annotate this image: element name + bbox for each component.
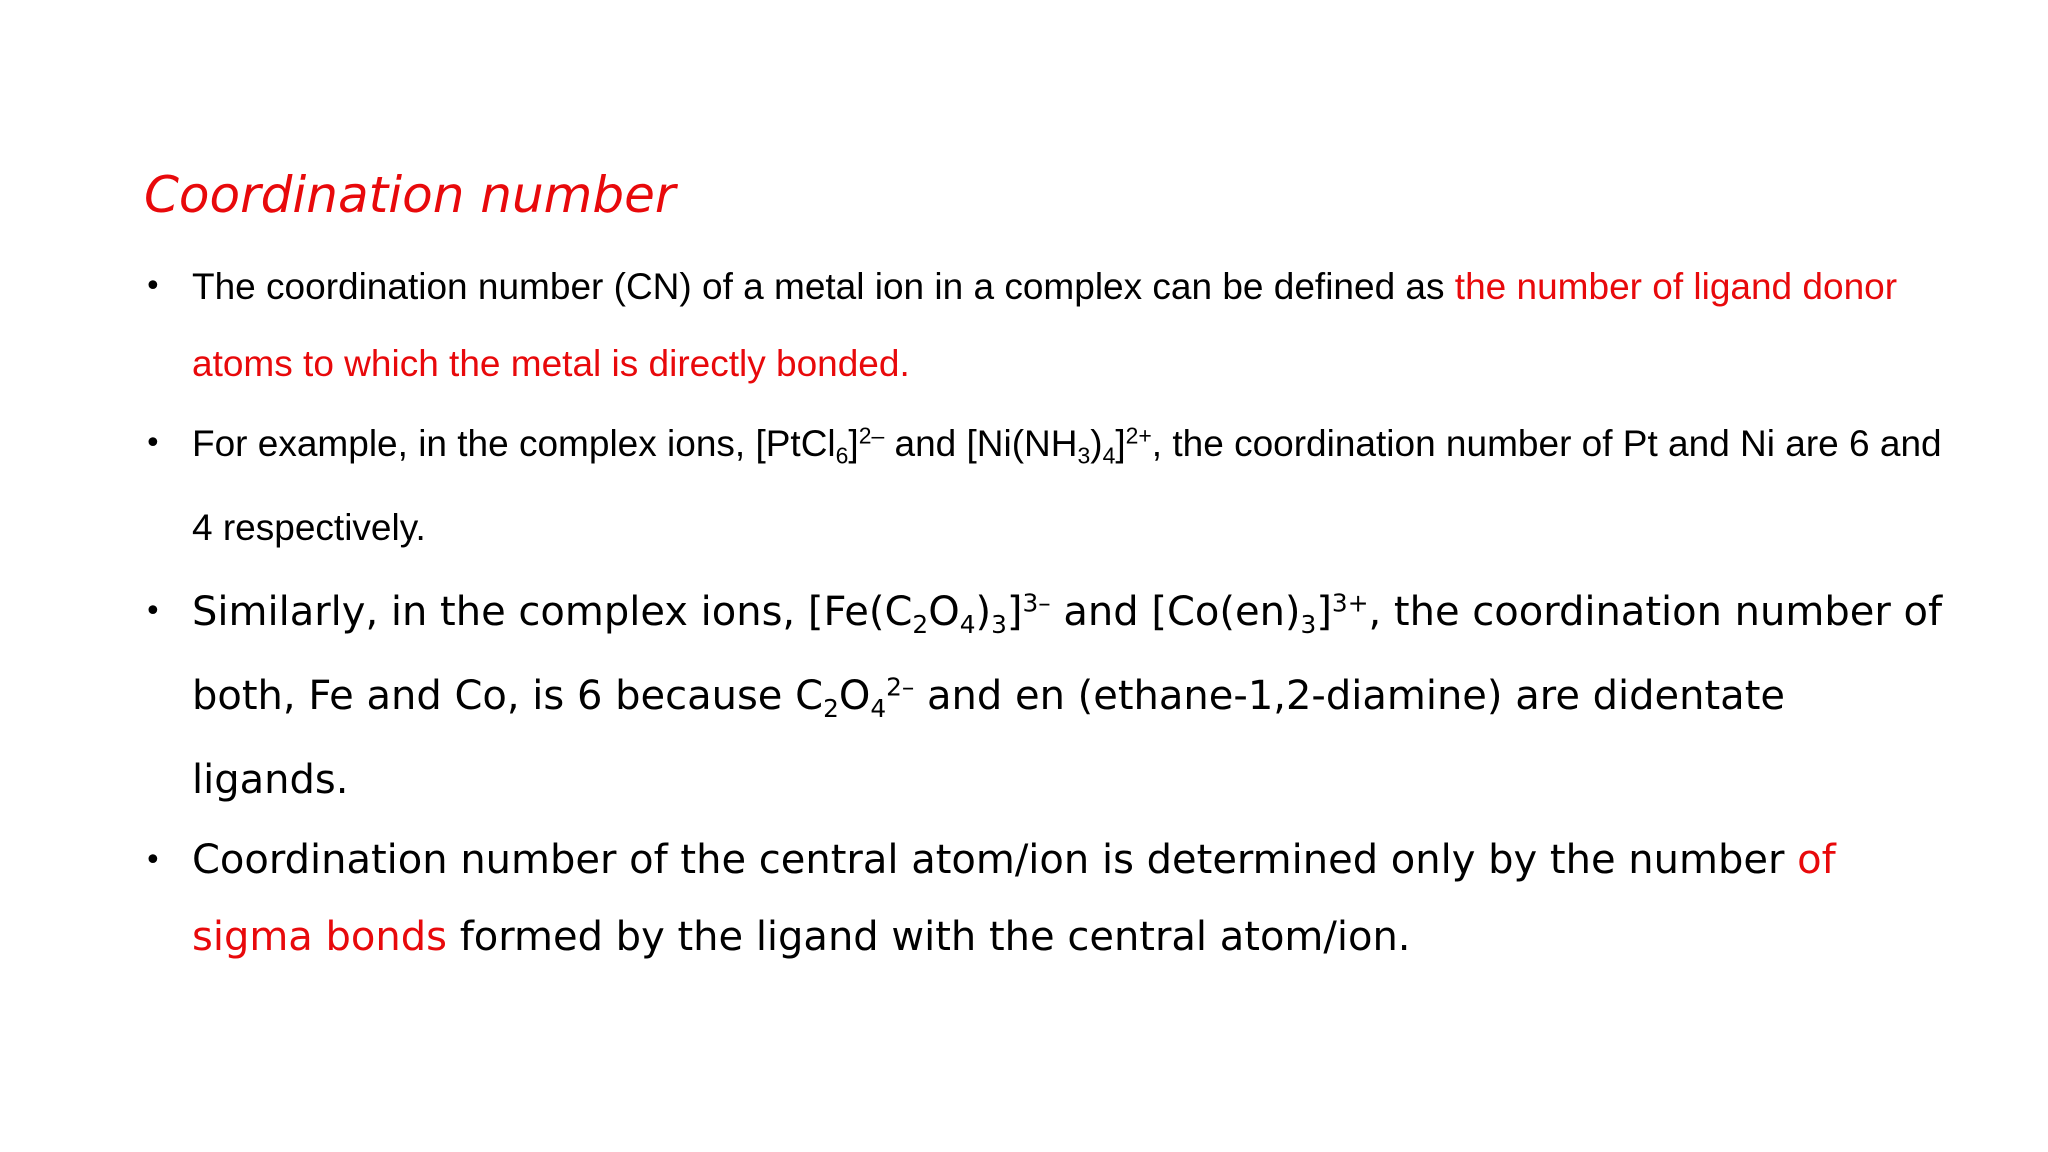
bullet-dot-icon: • [144,426,162,461]
superscript: 2+ [1125,422,1152,449]
subscript: 4 [870,693,887,723]
subscript: 3 [1077,442,1091,469]
bullet-text: ) [1090,423,1103,464]
subscript: 4 [1102,442,1116,469]
bullet-text: Coordination number of the central atom/ion is determined only by the number [192,837,1798,883]
bullet-highlight: the number of ligand donor atoms to which the metal is directly bonded. [192,266,1898,384]
subscript: 2 [912,609,929,639]
bullet-text: and en (ethane-1,2-diamine) are didentate ligands. [192,673,1785,803]
slide-title: Coordination number [144,166,676,224]
superscript: 2– [858,422,885,449]
bullet-text: ) [975,589,992,635]
bullet-item-sigma-bonds [144,822,1924,976]
subscript: 4 [959,609,976,639]
bullet-text: , the coordination number of Pt and Ni are 6 and 4 respectively. [192,423,1942,548]
bullet-item-example [144,402,1944,570]
bullet-text: ] [1316,589,1332,635]
bullet-text: The coordination number (CN) of a metal ion in a complex can be defined as [192,266,1455,307]
bullet-text: ] [1006,589,1023,635]
bullet-item-similarly [144,570,1944,822]
bullet-dot-icon: • [144,269,162,304]
superscript: 2– [886,672,915,702]
bullet-dot-icon: • [144,843,162,878]
bullet-text: and [Co(en) [1050,589,1301,635]
bullet-text: ] [1115,423,1126,464]
bullet-text: formed by the ligand with the central atom/ion. [446,914,1411,960]
superscript: 3– [1022,588,1051,618]
subscript: 2 [823,693,839,723]
bullet-item-definition [144,248,1944,402]
bullet-text: Similarly, in the complex ions, [Fe(C [192,589,913,635]
subscript: 3 [1300,609,1317,639]
bullet-text: ] [848,423,859,464]
bullet-dot-icon: • [144,594,162,629]
subscript: 3 [991,609,1007,639]
bullet-text: and [Ni(NH [884,423,1078,464]
bullet-text: O [838,673,871,719]
bullet-text: O [928,589,960,635]
superscript: 3+ [1331,588,1369,618]
subscript: 6 [835,442,849,469]
bullet-list [144,248,1944,976]
bullet-text: For example, in the complex ions, [PtCl [192,423,836,464]
bullet-highlight: of sigma bonds [192,837,1836,960]
bullet-text: , the coordination number of both, Fe and Co, is 6 because C [192,589,1943,719]
